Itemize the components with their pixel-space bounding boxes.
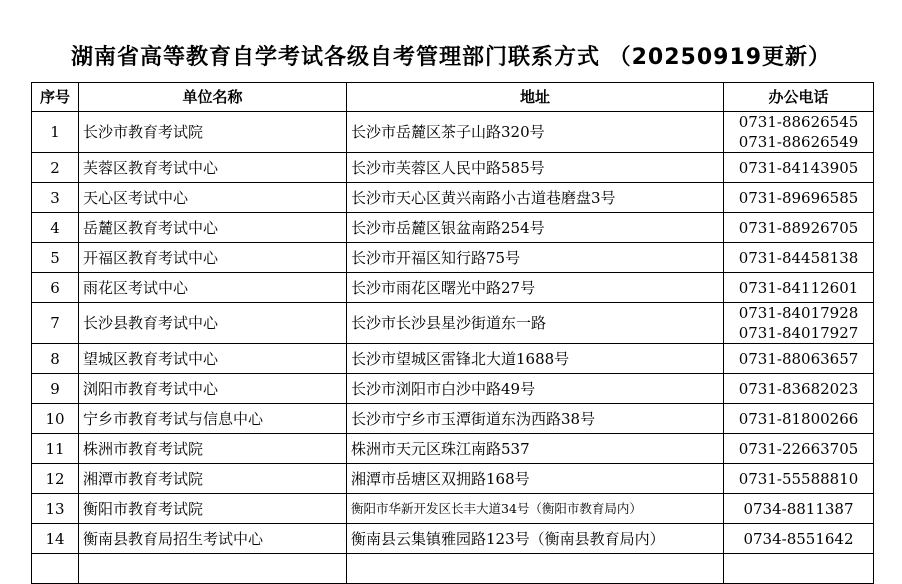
phone-number: 0731-84017928: [738, 304, 859, 322]
address: [347, 554, 724, 584]
address: 长沙市芙蓉区人民中路585号: [347, 153, 724, 183]
office-phone: [724, 554, 874, 584]
office-phone: [724, 464, 874, 494]
office-phone: [724, 374, 874, 404]
office-phone: [724, 524, 874, 554]
office-phone: [724, 303, 874, 344]
unit-name: 浏阳市教育考试中心: [79, 374, 347, 404]
phone-number: 0731-55588810: [738, 469, 859, 488]
row-index: 11: [32, 434, 79, 464]
office-phone: [724, 153, 874, 183]
unit-name: 株洲市教育考试院: [79, 434, 347, 464]
row-index: 4: [32, 213, 79, 243]
table-row: [32, 524, 874, 554]
table-row: [32, 374, 874, 404]
row-index: 5: [32, 243, 79, 273]
phone-number: 0731-84112601: [738, 278, 859, 297]
table-row: [32, 554, 874, 584]
row-index: 12: [32, 464, 79, 494]
phone-number: 0731-89696585: [738, 188, 859, 207]
unit-name: 雨花区考试中心: [79, 273, 347, 303]
unit-name: 芙蓉区教育考试中心: [79, 153, 347, 183]
office-phone: [724, 273, 874, 303]
phone-number: 0731-88926705: [738, 218, 859, 237]
office-phone: [724, 344, 874, 374]
office-phone: [724, 494, 874, 524]
table-header-row: [32, 83, 874, 112]
contact-table: [31, 82, 874, 584]
unit-name: 长沙县教育考试中心: [79, 303, 347, 344]
address: 长沙市望城区雷锋北大道1688号: [347, 344, 724, 374]
table-row: [32, 153, 874, 183]
row-index: 3: [32, 183, 79, 213]
row-index: 14: [32, 524, 79, 554]
office-phone: [724, 213, 874, 243]
table-row: [32, 243, 874, 273]
address: 长沙市岳麓区银盆南路254号: [347, 213, 724, 243]
phone-number: 0731-88626545: [738, 113, 859, 131]
row-index: 7: [32, 303, 79, 344]
office-phone: [724, 243, 874, 273]
phone-number: 0731-84458138: [738, 248, 859, 267]
table-row: [32, 303, 874, 344]
table-row: [32, 273, 874, 303]
unit-name: 湘潭市教育考试院: [79, 464, 347, 494]
unit-name: [79, 554, 347, 584]
phone-number: 0731-81800266: [738, 409, 859, 428]
office-phone: [724, 404, 874, 434]
address: 株洲市天元区珠江南路537: [347, 434, 724, 464]
header-address: 地址: [347, 83, 724, 112]
office-phone: [724, 112, 874, 153]
address: 衡阳市华新开发区长丰大道34号（衡阳市教育局内）: [347, 494, 724, 524]
row-index: 1: [32, 112, 79, 153]
row-index: [32, 554, 79, 584]
phone-number: 0731-84143905: [738, 158, 859, 177]
header-index: 序号: [32, 83, 79, 112]
table-row: [32, 464, 874, 494]
unit-name: 衡南县教育局招生考试中心: [79, 524, 347, 554]
unit-name: 长沙市教育考试院: [79, 112, 347, 153]
table-row: [32, 494, 874, 524]
unit-name: 天心区考试中心: [79, 183, 347, 213]
unit-name: 开福区教育考试中心: [79, 243, 347, 273]
table-row: [32, 213, 874, 243]
table-row: [32, 434, 874, 464]
table-body: [32, 112, 874, 584]
phone-number: 0731-22663705: [738, 439, 859, 458]
address: 长沙市长沙县星沙街道东一路: [347, 303, 724, 344]
table-row: [32, 183, 874, 213]
table-row: [32, 344, 874, 374]
phone-number: 0731-84017927: [738, 324, 859, 342]
header-phone: 办公电话: [724, 83, 874, 112]
address: 长沙市浏阳市白沙中路49号: [347, 374, 724, 404]
address: 长沙市宁乡市玉潭街道东沩西路38号: [347, 404, 724, 434]
phone-number: 0734-8551642: [743, 529, 854, 548]
address: 长沙市雨花区曙光中路27号: [347, 273, 724, 303]
row-index: 9: [32, 374, 79, 404]
phone-number: 0731-83682023: [738, 379, 859, 398]
address: 湘潭市岳塘区双拥路168号: [347, 464, 724, 494]
unit-name: 望城区教育考试中心: [79, 344, 347, 374]
unit-name: 衡阳市教育考试院: [79, 494, 347, 524]
unit-name: 宁乡市教育考试与信息中心: [79, 404, 347, 434]
header-unit-name: 单位名称: [79, 83, 347, 112]
row-index: 8: [32, 344, 79, 374]
office-phone: [724, 183, 874, 213]
row-index: 2: [32, 153, 79, 183]
address: 长沙市岳麓区茶子山路320号: [347, 112, 724, 153]
row-index: 6: [32, 273, 79, 303]
address: 长沙市开福区知行路75号: [347, 243, 724, 273]
address: 长沙市天心区黄兴南路小古道巷磨盘3号: [347, 183, 724, 213]
unit-name: 岳麓区教育考试中心: [79, 213, 347, 243]
phone-number: 0734-8811387: [743, 499, 854, 518]
phone-number: 0731-88063657: [738, 349, 859, 368]
table-row: [32, 112, 874, 153]
row-index: 10: [32, 404, 79, 434]
document-title: 湖南省高等教育自学考试各级自考管理部门联系方式 （20250919更新）: [70, 45, 832, 70]
phone-number: 0731-88626549: [738, 133, 859, 151]
address: 衡南县云集镇雅园路123号（衡南县教育局内）: [347, 524, 724, 554]
office-phone: [724, 434, 874, 464]
row-index: 13: [32, 494, 79, 524]
table-row: [32, 404, 874, 434]
